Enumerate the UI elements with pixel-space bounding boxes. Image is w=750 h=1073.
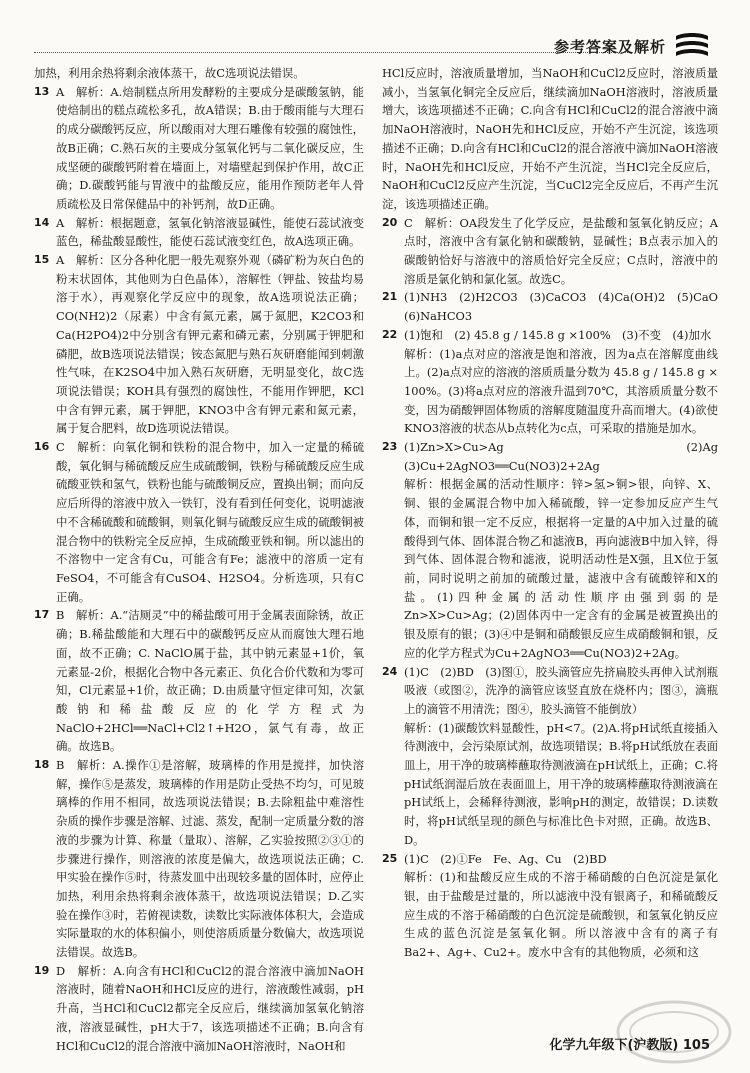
right-column xyxy=(382,64,730,962)
answer-text: A 解析：A.焙制糕点所用发酵粉的主要成分是碳酸氢钠，能使焙制出的糕点疏松多孔，故A错误；B.由于酸雨能与大理石的成分碳酸钙反应，所以酸雨对大理石雕像有较强的腐蚀性，故B正确；C.熟石灰的主要成分氢氧化钙与二氧化碳反应，生成坚硬的碳酸钙附着在墙面上，对墙壁起到保护作用，故C正确；D.碳酸钙能与胃液中的盐酸反应，能用作预防老年人骨质疏松及日常保健品中的补钙剂，故D正确。 xyxy=(56,84,364,211)
answer-text: 解析：(1)a点对应的溶液是饱和溶液，因为a点在溶解度曲线上。(2)a点对应的溶液的溶质质量分数为 45.8 g / 145.8 g × 100%。(3)将a点对应的溶液升温到70℃，其溶质质量分数不变，因为硝酸钾固体物质的溶解度随温度升高而增大。(4)欲使KNO3溶液的状态从b点转化为c点，可采取的措施是加水。 xyxy=(404,346,718,436)
continuation-text: HCl反应时，溶液质量增加，当NaOH和CuCl2反应时，溶液质量减小，当氢氧化铜完全反应后，继续滴加NaOH溶液时，溶液质量增大，该选项描述不正确；C.向含有HCl和CuCl2的混合溶液中滴加NaOH溶液时，NaOH先和HCl反应，开始不产生沉淀，该选项描述不正确；D.向含有HCl和CuCl2的混合溶液中滴加NaOH溶液时，NaOH先和HCl反应，开始不产生沉淀，当HCl完全反应后，NaOH和CuCl2反应产生沉淀，当CuCl2完全反应后，不再产生沉淀，该选项描述正确。 xyxy=(382,66,718,211)
answer-text: 解析：根据金属的活动性顺序：锌>氢>铜>银，向锌、X、铜、银的金属混合物中加入稀硫酸，锌一定参加反应产生气体，而铜和银一定不反应，根据将一定量的A中加入过量的硫酸得到气体、固体混合物乙和滤液B，再向滤液B中加入锌，得到气体、固体混合物和滤液，说明活动性是X强，且X位于氢前，同时说明之前加的硫酸过量，滤液中含有硫酸锌和X的盐。(1)四种金属的活动性顺序由强到弱的是Zn>X>Cu>Ag；(2)固体丙中一定含有的金属是被置换出的银及原有的银；(3)④中是铜和硝酸银反应生成硝酸铜和银，反应的化学方程式为Cu+2AgNO3══Cu(NO3)2+2Ag。 xyxy=(404,477,718,660)
question-number: 16 xyxy=(34,440,50,454)
answer-text: B 解析：A.“洁厕灵”中的稀盐酸可用于金属表面除锈，故正确；B.稀盐酸能和大理石中的碳酸钙反应从而腐蚀大理石地面，故不正确；C. NaClO属于盐，其中钠元素显+1价，氧元素显-2价，根据化合物中各元素正、负化合价代数和为零可知，Cl元素显+1价，故正确；D.由质量守恒定律可知，次氯酸钠和稀盐酸反应的化学方程式为 NaClO+2HCl══NaCl+Cl2↑+H2O，氯气有毒，故正确。故选B。 xyxy=(56,608,364,754)
answer-text: (1)C (2)①Fe Fe、Ag、Cu (2)BD xyxy=(404,851,607,866)
question-number: 20 xyxy=(382,215,398,229)
answer-text: A 解析：区分各种化肥一般先观察外观（磷矿粉为灰白色的粉末状固体，其他则为白色晶体），溶解性（钾盐、铵盐均易溶于水），再观察化学反应中的现象，故A选项说法正确；CO(NH2)2（尿素）中含有氮元素，属于氮肥，K2CO3和Ca(H2PO4)2中分别含有钾元素和磷元素，分别属于钾肥和磷肥，故B选项说法错误；铵态氮肥与熟石灰研磨能闻到刺激性气味，在K2SO4中加入熟石灰研磨，无明显变化，故C选项说法错误；KOH具有强烈的腐蚀性，不能用作钾肥，KCl中含有钾元素，属于钾肥，KNO3中含有钾元素和氮元素，属于复合肥料，故D选项说法错误。 xyxy=(56,253,364,436)
answer-item-13 xyxy=(34,83,364,214)
question-number: 23 xyxy=(382,440,398,454)
page-footer: 化学九年级下(沪教版) 105 xyxy=(549,1038,710,1053)
answer-text: D 解析：A.向含有HCl和CuCl2的混合溶液中滴加NaOH溶液时，随着NaOH和HCl反应的进行，溶液酸性减弱，pH升高，当HCl和CuCl2都完全反应后，继续滴加氢氧化钠溶液，溶液显碱性，pH大于7，该选项描述不正确；B.向含有HCl和CuCl2的混合溶液中滴加NaOH溶液时，NaOH和 xyxy=(56,963,364,1053)
question-number: 14 xyxy=(34,215,50,229)
question-number: 19 xyxy=(34,963,50,977)
answer-item-25 xyxy=(382,850,718,869)
question-number: 18 xyxy=(34,758,50,772)
answer-text: A 解析：根据题意，氢氧化钠溶液显碱性，能使石蕊试液变蓝色，稀盐酸显酸性，能使石蕊试液变红色，故A选项正确。 xyxy=(56,215,364,249)
answer-item-15 xyxy=(34,251,364,438)
answer-text: (1)饱和 (2) 45.8 g / 145.8 g ×100% (3)不变 (4)加水 xyxy=(404,327,712,342)
answer-item-18 xyxy=(34,756,364,962)
answer-text: 解析：(1)碳酸饮料显酸性，pH<7。(2)A.将pH试纸直接插入待测液中，会污染原试剂，故选项错误；B.将pH试纸放在表面皿上，用干净的玻璃棒蘸取待测液滴在pH试纸上，正确；C.将pH试纸润湿后放在表面皿上，用干净的玻璃棒蘸取待测液滴在pH试纸上，会稀释待测液，影响pH的测定，故错误；D.读数时，将pH试纸呈现的颜色与标准比色卡对照，正确。故选B、D。 xyxy=(404,720,718,847)
explanation-22 xyxy=(382,345,718,439)
answer-item-20 xyxy=(382,214,718,289)
question-number: 17 xyxy=(34,608,50,622)
answer-text: 解析：(1)和盐酸反应生成的不溶于稀硝酸的白色沉淀是氯化银，由于盐酸是过量的，所以滤液中没有银离子，和稀硫酸反应生成的不溶于稀硝酸的白色沉淀是硫酸钡，和氢氧化钠反应生成的蓝色沉淀是氢氧化铜。所以溶液中含有的离子有Ba2+、Ag+、Cu2+。废水中含有的其他物质，必须和这 xyxy=(404,870,718,960)
answer-item-16 xyxy=(34,438,364,606)
answer-item-23 xyxy=(382,438,730,475)
question-number: 13 xyxy=(34,84,50,98)
question-number: 21 xyxy=(382,290,398,304)
continuation-text: 加热，利用余热将剩余液体蒸干，故C选项说法错误。 xyxy=(34,66,305,80)
header-title: 参考答案及解析 xyxy=(553,38,666,56)
question-number: 15 xyxy=(34,253,50,267)
explanation-23 xyxy=(382,475,718,662)
question-number: 24 xyxy=(382,664,398,678)
question-number: 25 xyxy=(382,851,398,865)
answer-text: (1)NH3 (2)H2CO3 (3)CaCO3 (4)Ca(OH)2 (5)CaO (6)NaHCO3 xyxy=(404,290,730,324)
book-logo-icon xyxy=(674,30,710,60)
watermark-stamp-icon xyxy=(614,997,734,1067)
page-header xyxy=(34,30,718,64)
answer-item-21 xyxy=(382,288,730,325)
answer-text: (1)C (2)BD (3)图①，胶头滴管应先挤扁胶头再伸入试剂瓶吸液（或图②，洗净的滴管应该竖直放在烧杯内；图③，滴瓶上的滴管不用清洗；图④，胶头滴管不能倒放） xyxy=(404,664,718,716)
explanation-24 xyxy=(382,719,718,850)
answer-text: C 解析：OA段发生了化学反应，是盐酸和氢氧化钠反应；A点时，溶液中含有氯化钠和碳酸钠，显碱性；B点表示加入的碳酸钠恰好与溶液中的溶质恰好完全反应；C点时，溶液中的溶质是氯化钠和氯化氢。故选C。 xyxy=(404,215,718,286)
answer-text: B 解析：A.操作①是溶解，玻璃棒的作用是搅拌，加快溶解，操作⑤是蒸发，玻璃棒的作用是防止受热不均匀，可见玻璃棒的作用不相同，故选项说法错误；B.去除粗盐中难溶性杂质的操作步骤是溶解、过滤、蒸发，配制一定质量分数的溶液的步骤为计算、称量（量取）、溶解，乙实验按照②③①的步骤进行操作，则溶液的浓度是偏大，故选项说法正确；C.甲实验在操作⑤时，待蒸发皿中出现较多量的固体时，应停止加热，利用余热将剩余液体蒸干，故选项说法错误；D.乙实验在操作③时，若俯视读数，读数比实际液体体积大，会造成实际量取的水的体积偏小，则使溶质质量分数偏大，故选项说法错误。故选B。 xyxy=(56,758,364,960)
left-column xyxy=(34,64,364,1055)
answer-text: (1)Zn>X>Cu>Ag (2)Ag (3)Cu+2AgNO3══Cu(NO3)2+2Ag xyxy=(404,440,730,473)
answer-item-14 xyxy=(34,214,364,251)
question-number: 22 xyxy=(382,327,398,341)
answer-item-19 xyxy=(34,962,364,1056)
answer-item-24 xyxy=(382,663,718,719)
answer-item-17 xyxy=(34,606,364,756)
answer-item-22 xyxy=(382,326,718,345)
explanation-25 xyxy=(382,868,718,962)
header-rule xyxy=(34,52,628,53)
answer-text: C 解析：向氧化铜和铁粉的混合物中，加入一定量的稀硫酸，氧化铜与稀硫酸反应生成硫酸铜，铁粉与稀硫酸反应生成硫酸亚铁和氢气，铁粉也能与硫酸铜反应，置换出铜；而向反应后所得的溶液中放入一铁钉，没有看到任何变化，说明滤液中不含稀硫酸和硫酸铜，则氧化铜与硫酸反应生成的硫酸铜被混合物中的铁粉完全反应掉，生成硫酸亚铁和铜。所以滤出的不溶物中一定含有Cu，可能含有Fe；滤液中的溶质一定有FeSO4，不可能含有CuSO4、H2SO4。分析选项，只有C正确。 xyxy=(56,440,364,604)
